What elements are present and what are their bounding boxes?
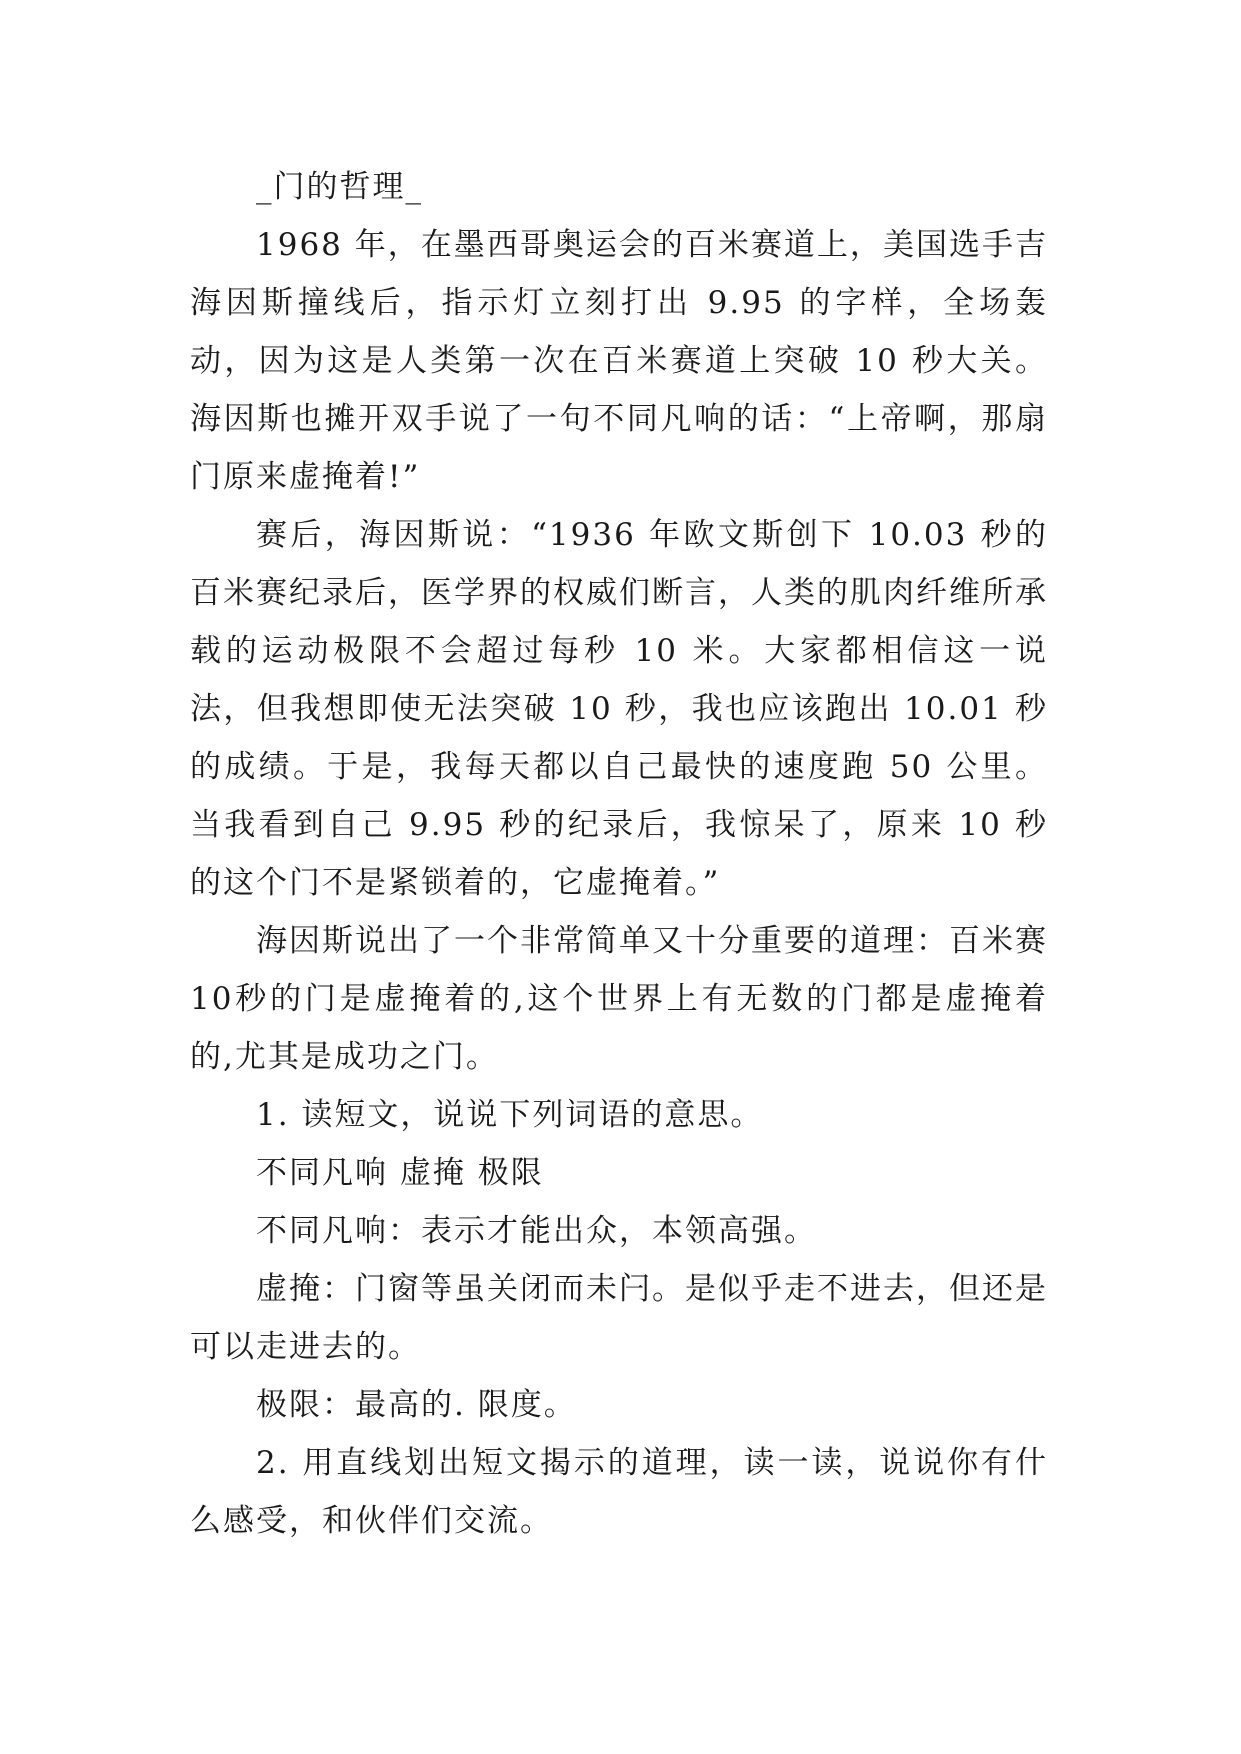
- vocabulary-list: 不同凡响 虚掩 极限: [256, 1155, 544, 1191]
- definition-xuyan: 虚掩：门窗等虽关闭而未闩。是似乎走不进去，但还是可以走进去的。: [190, 1271, 1048, 1365]
- question-1: 1. 读短文，说说下列词语的意思。: [256, 1097, 764, 1133]
- document-body: [190, 158, 1048, 1550]
- question-2: 2. 用直线划出短文揭示的道理，读一读，说说你有什么感受，和伙伴们交流。: [190, 1445, 1048, 1539]
- definition-butongfanxiang: 不同凡响：表示才能出众，本领高强。: [256, 1213, 817, 1249]
- definition-jixian: 极限：最高的. 限度。: [256, 1387, 577, 1423]
- paragraph-hines-quote: 赛后，海因斯说：“1936 年欧文斯创下 10.03 秒的百米赛纪录后，医学界的权威们断言，人类的肌肉纤维所承载的运动极限不会超过每秒 10 米。大家都相信这一说法，但我想即使无法突破 10 秒，我也应该跑出 10.01 秒的成绩。于是，我每天都以自己最快的速度跑 50 公里。当我看到自己 9.95 秒的纪录后，我惊呆了，原来 10 秒的这个门不是紧锁着的，它虚掩着。”: [190, 517, 1048, 901]
- document-title: _门的哲理_: [256, 169, 423, 205]
- paragraph-lesson: 海因斯说出了一个非常简单又十分重要的道理：百米赛 10秒的门是虚掩着的,这个世界上有无数的门都是虚掩着的,尤其是成功之门。: [190, 923, 1048, 1075]
- paragraph-intro: 1968 年，在墨西哥奥运会的百米赛道上，美国选手吉海因斯撞线后，指示灯立刻打出 9.95 的字样，全场轰动，因为这是人类第一次在百米赛道上突破 10 秒大关。海因斯也摊开双手说了一句不同凡响的话：“上帝啊，那扇门原来虚掩着!”: [190, 227, 1048, 495]
